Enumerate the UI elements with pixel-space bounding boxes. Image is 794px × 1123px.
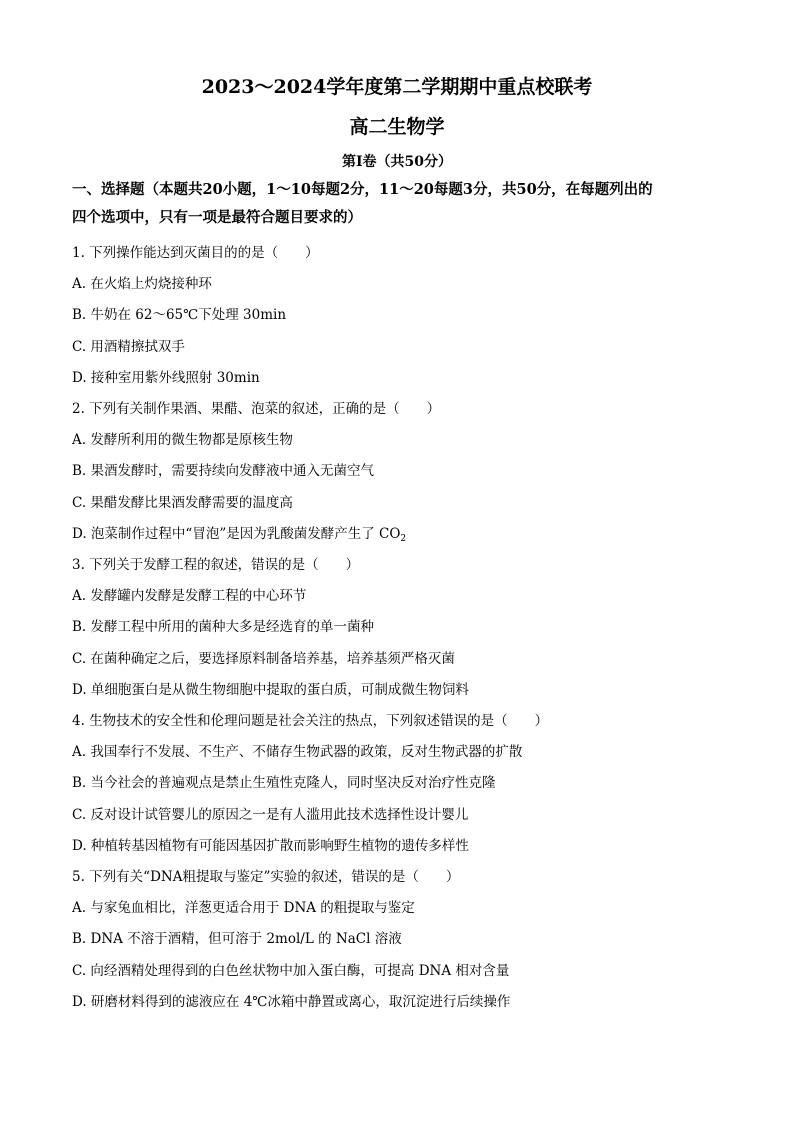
question-stem: 4. 生物技术的安全性和伦理问题是社会关注的热点，下列叙述错误的是（ ） <box>72 713 549 729</box>
question-stem: 3. 下列关于发酵工程的叙述，错误的是（ ） <box>72 557 360 573</box>
option-b: B. 发酵工程中所用的菌种大多是经选育的单一菌种 <box>72 619 375 635</box>
question-stem: 5. 下列有关“DNA粗提取与鉴定”实验的叙述，错误的是（ ） <box>72 869 460 885</box>
option-d: D. 接种室用紫外线照射 30min <box>72 370 260 386</box>
option-c: C. 向经酒精处理得到的白色丝状物中加入蛋白酶，可提高 DNA 相对含量 <box>72 963 510 979</box>
co2-subscript: 2 <box>400 534 407 544</box>
section-instructions <box>72 176 732 232</box>
option-d <box>72 525 406 548</box>
question-stem: 2. 下列有关制作果酒、果醋、泡菜的叙述，正确的是（ ） <box>72 401 441 417</box>
option-a: A. 发酵罐内发酵是发酵工程的中心环节 <box>72 588 307 604</box>
section-line-1: 一、选择题（本题共20小题，1～10每题2分，11～20每题3分，共50分，在每题列出的 <box>72 181 653 198</box>
option-c: C. 用酒精擦拭双手 <box>72 339 185 355</box>
option-a: A. 在火焰上灼烧接种环 <box>72 276 212 292</box>
option-a: A. 发酵所利用的微生物都是原核生物 <box>72 432 293 448</box>
option-b: B. DNA 不溶于酒精，但可溶于 2mol/L 的 NaCl 溶液 <box>72 931 402 947</box>
option-a: A. 我国奉行不发展、不生产、不储存生物武器的政策，反对生物武器的扩散 <box>72 744 523 760</box>
option-b: B. 牛奶在 62～65℃下处理 30min <box>72 307 287 323</box>
option-b: B. 果酒发酵时，需要持续向发酵液中通入无菌空气 <box>72 463 375 479</box>
part-title: 第I卷（共50分） <box>341 154 453 170</box>
exam-title: 2023～2024学年度第二学期期中重点校联考 <box>201 76 593 98</box>
option-c: C. 反对设计试管婴儿的原因之一是有人滥用此技术选择性设计婴儿 <box>72 807 469 823</box>
option-c: C. 果醋发酵比果酒发酵需要的温度高 <box>72 495 293 511</box>
option-d: D. 研磨材料得到的滤液应在 4℃冰箱中静置或离心，取沉淀进行后续操作 <box>72 994 511 1010</box>
option-b: B. 当今社会的普遍观点是禁止生殖性克隆人，同时坚决反对治疗性克隆 <box>72 775 496 791</box>
option-d: D. 种植转基因植物有可能因基因扩散而影响野生植物的遗传多样性 <box>72 838 469 854</box>
option-d: D. 单细胞蛋白是从微生物细胞中提取的蛋白质，可制成微生物饲料 <box>72 682 469 698</box>
section-line-2: 四个选项中，只有一项是最符合题目要求的） <box>72 209 362 226</box>
question-stem: 1. 下列操作能达到灭菌目的的是（ ） <box>72 245 319 261</box>
option-c: C. 在菌种确定之后，要选择原料制备培养基，培养基须严格灭菌 <box>72 651 455 667</box>
option-d-text: D. 泡菜制作过程中“冒泡”是因为乳酸菌发酵产生了 CO <box>72 526 401 542</box>
option-a: A. 与家兔血相比，洋葱更适合用于 DNA 的粗提取与鉴定 <box>72 900 415 916</box>
subject-title: 高二生物学 <box>349 116 445 138</box>
